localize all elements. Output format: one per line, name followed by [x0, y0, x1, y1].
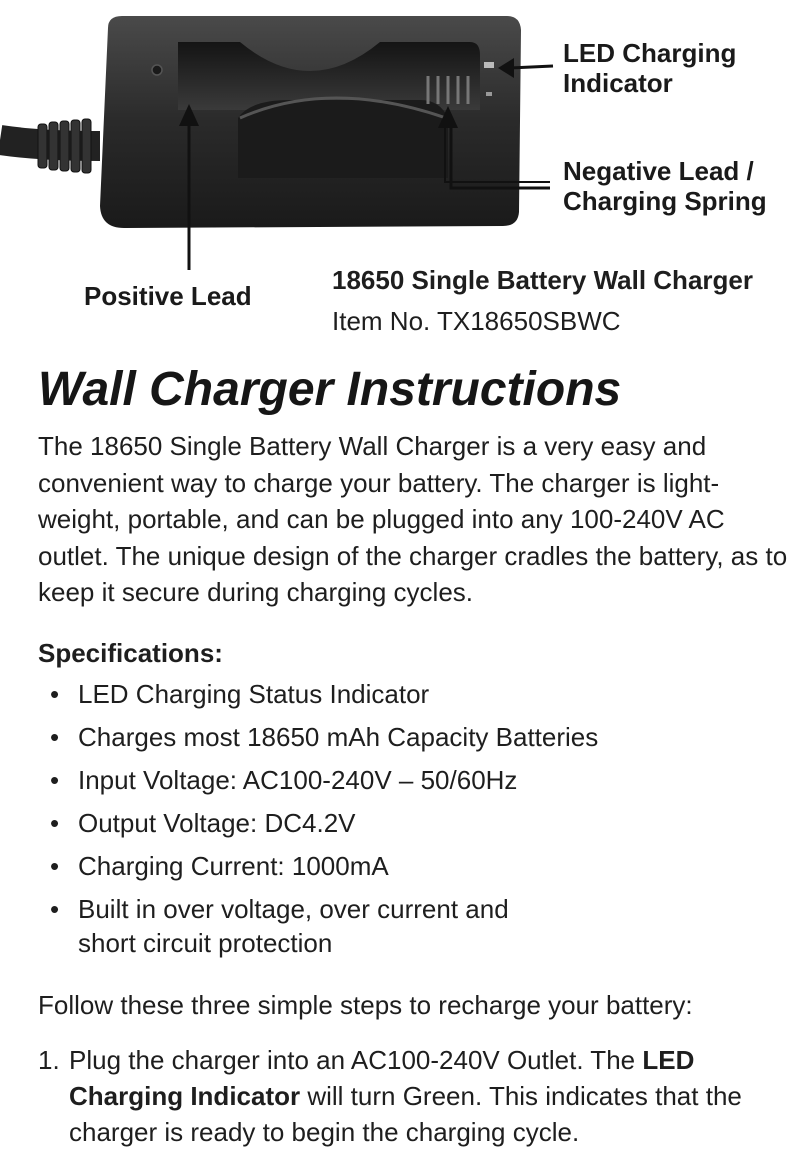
bullet-icon: •	[50, 722, 60, 752]
steps-intro: Follow these three simple steps to recharge your battery:	[38, 990, 693, 1020]
product-figure	[0, 0, 808, 340]
led-indicator	[484, 62, 494, 68]
screw-icon	[152, 65, 162, 75]
intro-paragraph: The 18650 Single Battery Wall Charger is a very easy and convenient way to charge your battery. The charger is light-weight, portable, and can be plugged into any 100-240V AC outlet. The unique design of the charger cradles the battery, as to keep it secure during charging cycles.	[38, 431, 788, 607]
steps-list	[38, 1042, 798, 1150]
bullet-icon: •	[50, 894, 60, 924]
positive-lead-label: Positive Lead	[84, 281, 252, 311]
list-item: • LED Charging Status Indicator	[50, 679, 430, 709]
item-number: Item No. TX18650SBWC	[332, 306, 621, 336]
specifications-title: Specifications:	[38, 638, 223, 668]
negative-lead-label: Negative Lead / Charging Spring	[563, 156, 767, 216]
list-item: • Input Voltage: AC100-240V – 50/60Hz	[50, 765, 518, 795]
bullet-icon: •	[50, 851, 60, 881]
list-item: • Charges most 18650 mAh Capacity Batteries	[50, 722, 599, 752]
list-item: • Charging Current: 1000mA	[50, 851, 389, 881]
product-title: 18650 Single Battery Wall Charger	[332, 265, 753, 295]
led-charging-indicator-label: LED Charging Indicator	[563, 38, 737, 98]
step-item: 1. Plug the charger into an AC100-240V Outlet. The LED Charging Indicator will turn Green. This indicates that the charger is ready to begin the charging cycle.	[38, 1042, 798, 1150]
power-cable	[0, 119, 100, 173]
page-heading: Wall Charger Instructions	[38, 363, 622, 416]
bullet-icon: •	[50, 808, 60, 838]
specifications-list	[50, 677, 790, 969]
bullet-icon: •	[50, 765, 60, 795]
bullet-icon: •	[50, 679, 60, 709]
list-item: • Output Voltage: DC4.2V	[50, 808, 356, 838]
list-item: • Built in over voltage, over current and short circuit protection	[50, 894, 509, 958]
step-number: 1.	[38, 1045, 60, 1075]
